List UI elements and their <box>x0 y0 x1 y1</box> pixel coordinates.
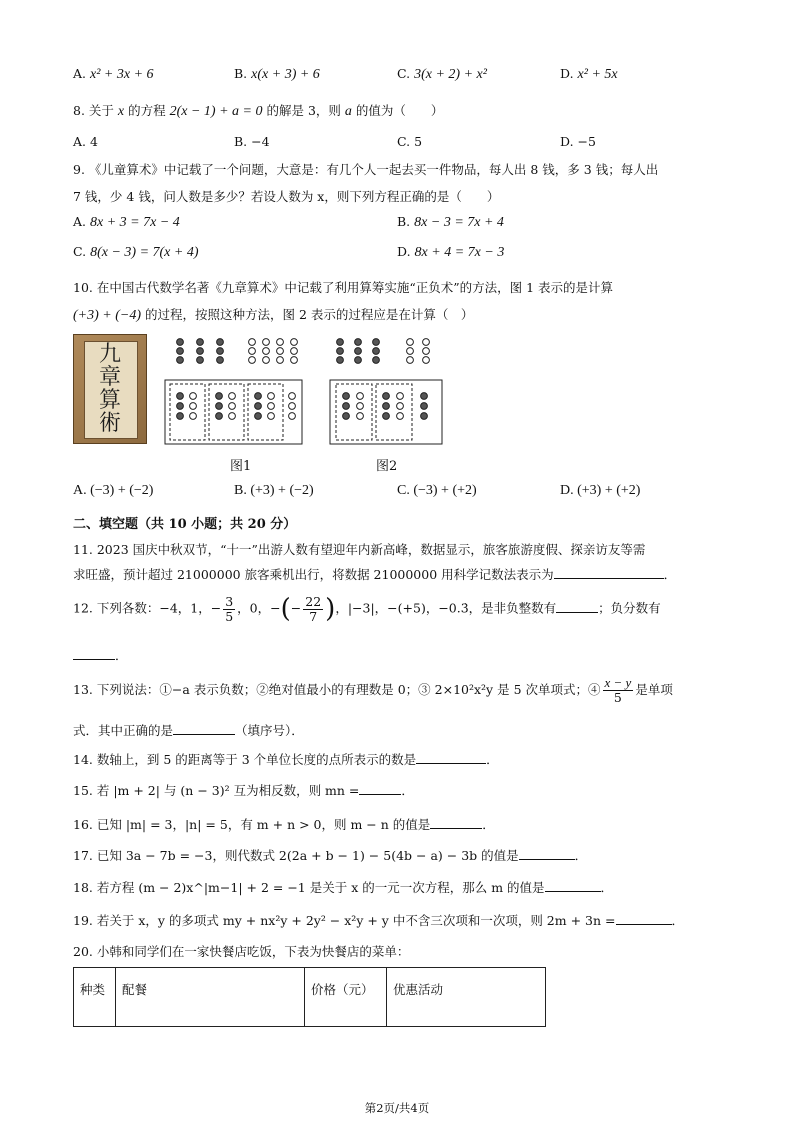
q8-option-b: B. −4 <box>234 134 270 149</box>
q12-fraction-22-7: $\frac{22}{7}$ <box>305 593 322 624</box>
figure-2-label: 图2 <box>376 459 398 474</box>
menu-table <box>73 967 546 1027</box>
q9-stem-line1: 9. 《儿童算术》中记载了一个问题，大意是：有几个人一起去买一件物品，每人出 8 钱，多 3 钱；每人出 <box>73 162 659 177</box>
q10-option-b: B. (+3) + (−2) <box>234 483 314 498</box>
q9-option-d: D. 8x + 4 = 7x − 3 <box>397 244 505 260</box>
menu-table-header-row <box>74 968 546 1027</box>
q16-answer-blank[interactable] <box>430 816 482 829</box>
q7-option-c: C. 3(x + 2) + x² <box>397 66 487 82</box>
q10-stem-line2: (+3) + (−4) 的过程，按照这种方法，图 2 表示的过程应是在计算（ ） <box>73 307 474 323</box>
jiuzhang-book-image <box>73 334 147 444</box>
q9-stem-line2: 7 钱，少 4 钱，问人数是多少？若设人数为 x，则下列方程正确的是（ ） <box>73 189 500 204</box>
q19-line: 19. 若关于 x，y 的多项式 my + nx²y + 2y² − x²y + y 中不含三次项和一次项，则 2m + 3n = ． <box>73 913 685 928</box>
q17-line: 17. 已知 3a − 7b = −3，则代数式 2(2a + b − 1) − 5(4b − a) − 3b 的值是 ． <box>73 848 588 863</box>
q12-neg-fraction-blank[interactable] <box>73 647 115 660</box>
rod-figures <box>160 336 460 446</box>
q18-answer-blank[interactable] <box>545 879 601 892</box>
q14-answer-blank[interactable] <box>416 751 486 764</box>
q10-stem-line1: 10. 在中国古代数学名著《九章算术》中记载了利用算筹实施“正负术”的方法，图 1 表示的是计算 <box>73 280 614 295</box>
q11-answer-blank[interactable] <box>554 566 664 579</box>
q12-line1: 12. 下列各数：−4，1，− $\frac{3}{5}$ ，0，−(− $\frac{22}{7}$ )，|−3|，−(+5)，−0.3̇，是非负整数有 ；负分数有 <box>73 593 661 624</box>
q13-answer-blank[interactable] <box>173 722 235 735</box>
section-2-title: 二、填空题（共 10 小题；共 20 分） <box>73 517 297 532</box>
q7-option-b: B. x(x + 3) + 6 <box>234 66 320 82</box>
q13-line1: 13. 下列说法：①−a 表示负数；②绝对值最小的有理数是 0；③ 2×10²x²y 是 5 次单项式；④ $\frac{x - y}{5}$ 是单项 <box>73 675 673 705</box>
q8-option-c: C. 5 <box>397 134 423 149</box>
q8-option-d: D. −5 <box>560 134 596 149</box>
figure-1-label: 图1 <box>230 459 252 474</box>
q11-line2: 求旺盛，预计超过 21000000 旅客乘机出行，将数据 21000000 用科学记数法表示为 ． <box>73 567 677 582</box>
book-title-text: 九章算術 <box>98 342 121 436</box>
q9-option-b: B. 8x − 3 = 7x + 4 <box>397 214 504 230</box>
figure-2 <box>330 339 442 444</box>
q18-line: 18. 若方程 (m − 2)x^|m−1| + 2 = −1 是关于 x 的一元一次方程，那么 m 的值是 ． <box>73 880 614 895</box>
q7-option-d: D. x² + 5x <box>560 66 618 82</box>
q12-fraction-3-5: $\frac{3}{5}$ <box>225 593 234 624</box>
q16-line: 16. 已知 |m| = 3，|n| = 5，有 m + n > 0，则 m − n 的值是 ． <box>73 817 495 832</box>
q15-answer-blank[interactable] <box>359 782 401 795</box>
menu-header-meal: 配餐 <box>116 968 305 1027</box>
q9-option-c: C. 8(x − 3) = 7(x + 4) <box>73 244 199 260</box>
q17-answer-blank[interactable] <box>519 847 575 860</box>
q8-option-a: A. 4 <box>73 134 98 149</box>
q9-option-a: A. 8x + 3 = 7x − 4 <box>73 214 180 230</box>
q12-line2: ． <box>73 646 128 664</box>
q13-fraction: $\frac{x - y}{5}$ <box>604 675 632 705</box>
q14-line: 14. 数轴上，到 5 的距离等于 3 个单位长度的点所表示的数是 ． <box>73 752 499 767</box>
q7-option-a: A. x² + 3x + 6 <box>73 66 154 82</box>
menu-header-type: 种类 <box>74 968 116 1027</box>
q19-answer-blank[interactable] <box>616 912 672 925</box>
q8-stem: 8. 关于 x 的方程 2(x − 1) + a = 0 的解是 3，则 a 的值为（ ） <box>73 103 444 119</box>
q12-nonneg-integer-blank[interactable] <box>556 600 598 613</box>
page-footer: 第2页/共4页 <box>364 1101 430 1115</box>
q10-option-d: D. (+3) + (+2) <box>560 483 641 498</box>
q15-line: 15. 若 |m + 2| 与 (n − 3)² 互为相反数，则 mn = ． <box>73 783 414 798</box>
q10-option-a: A. (−3) + (−2) <box>73 483 154 498</box>
q13-line2: 式．其中正确的是 （填序号）． <box>73 723 304 738</box>
q11-line1: 11. 2023 国庆中秋双节，“十一”出游人数有望迎年内新高峰，数据显示，旅客旅游度假、探亲访友等需 <box>73 542 646 557</box>
q10-option-c: C. (−3) + (+2) <box>397 483 477 498</box>
menu-header-promotion: 优惠活动 <box>387 968 546 1027</box>
q20-line: 20. 小韩和同学们在一家快餐店吃饭，下表为快餐店的菜单： <box>73 944 410 959</box>
figure-1 <box>165 339 302 444</box>
menu-header-price: 价格（元） <box>305 968 387 1027</box>
